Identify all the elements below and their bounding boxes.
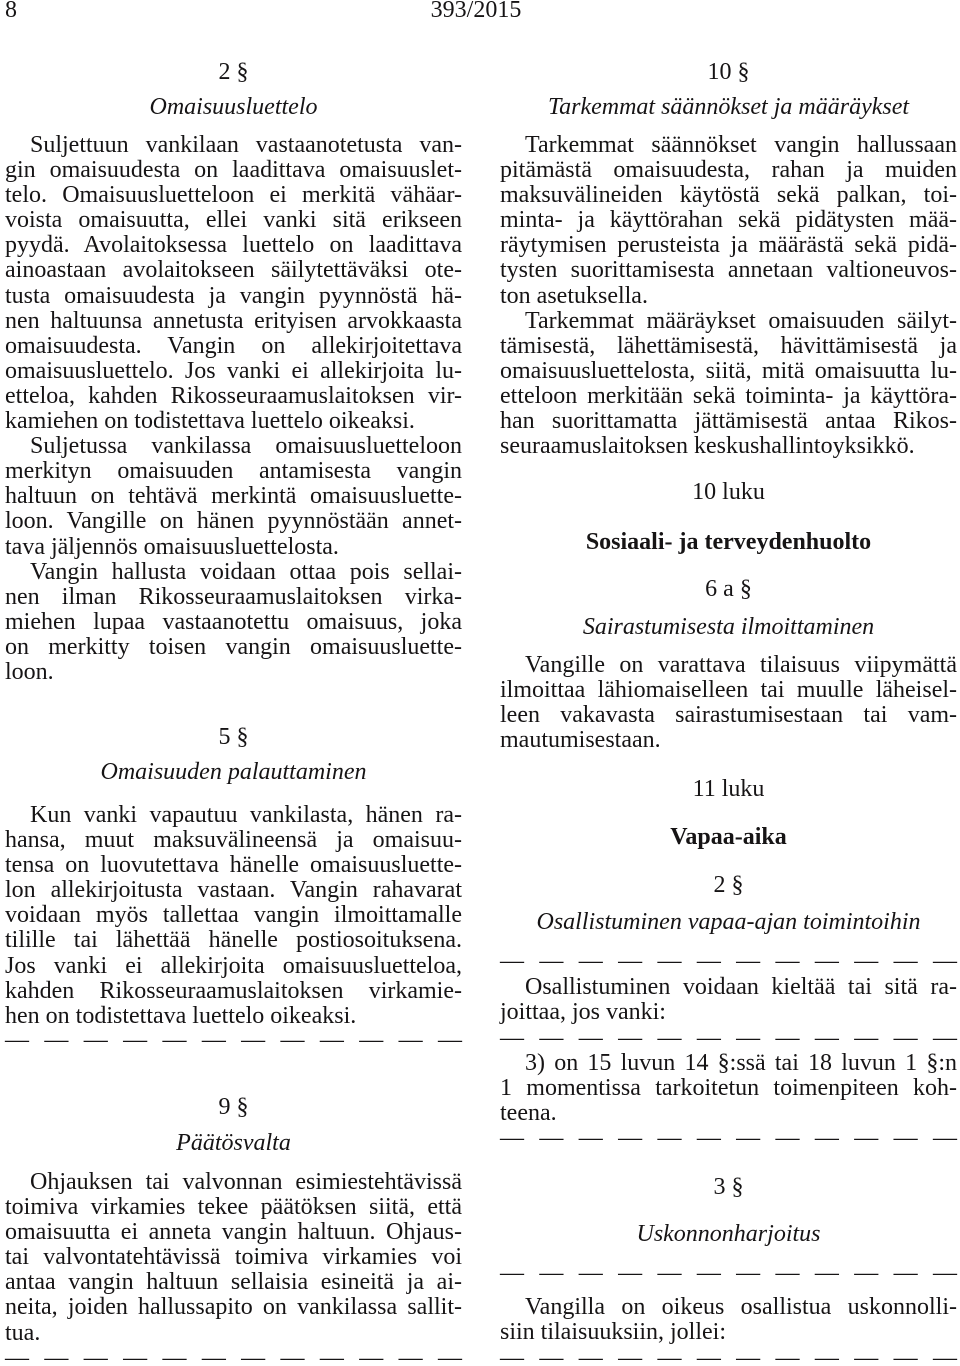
paragraph-line: ainoastaan avolaitokseen säilytettäväksi ote- xyxy=(5,257,462,284)
omission-marker: — — — — — — — — — — — — xyxy=(5,1027,462,1053)
section-title: Omaisuuden palauttaminen xyxy=(100,759,367,785)
section-body xyxy=(5,1170,462,1346)
chapter-number: 11 luku xyxy=(692,776,765,802)
paragraph-line: kahden Rikosseuraamuslaitoksen virkamie- xyxy=(5,977,462,1004)
paragraph-line: hansa, muut maksuvälineensä ja omaisuu- xyxy=(5,827,462,854)
paragraph-line: Suljettuun vankilaan vastaanotetusta van- xyxy=(30,132,462,158)
paragraph-line: gin omaisuudesta on laadittava omaisuuslet- xyxy=(5,157,462,184)
paragraph-line: seuraamuslaitoksen keskushallintoyksikkö. xyxy=(500,433,915,460)
paragraph-line: maksuvälineiden käytöstä sekä palkan, toi- xyxy=(500,182,957,209)
section-body xyxy=(500,975,957,1025)
paragraph-line: miehen lupaa vastaanotettu omaisuus, joka xyxy=(5,608,462,635)
right-column xyxy=(500,0,957,1366)
paragraph-line: etteloa, kahden Rikosseuraamuslaitoksen vir- xyxy=(5,382,462,409)
paragraph-line: Suljetussa vankilassa omaisuusluetteloon xyxy=(30,433,462,460)
section-title: Uskonnonharjoitus xyxy=(636,1221,821,1247)
document-number: 393/2015 xyxy=(430,0,522,23)
left-column xyxy=(5,0,462,1366)
paragraph-line: loon. xyxy=(5,658,54,685)
paragraph-line: nen haltuunsa annetusta erityisen arvokkaasta xyxy=(5,307,462,334)
paragraph-line: etteloon merkitään sekä toiminta- ja käyttöra- xyxy=(500,382,957,409)
paragraph-line: Kun vanki vapautuu vankilasta, hänen ra- xyxy=(30,802,462,828)
paragraph xyxy=(5,133,462,434)
paragraph-line: omaisuusluettelosta, siitä, mitä omaisuutta lu- xyxy=(500,357,957,384)
paragraph-line: siin tilaisuuksiin, jollei: xyxy=(500,1319,727,1346)
page-number: 8 xyxy=(5,0,17,23)
paragraph-line: telo. Omaisuusluetteloon ei merkitä vähäar- xyxy=(5,182,462,209)
paragraph xyxy=(5,560,462,685)
section-title: Sairastumisesta ilmoittaminen xyxy=(582,614,875,640)
paragraph-line: Vangilla on oikeus osallistua uskonnolli- xyxy=(525,1294,957,1320)
paragraph-line: tensa on luovutettava hänelle omaisuusluette- xyxy=(5,852,462,879)
paragraph-line: on merkitty toisen vangin omaisuusluette- xyxy=(5,633,462,660)
paragraph-line: 3) on 15 luvun 14 §:ssä tai 18 luvun 1 §:n xyxy=(525,1050,957,1076)
paragraph xyxy=(500,1051,957,1126)
paragraph-line: omaisuutta ei anneta vangin haltuun. Ohjaus- xyxy=(5,1219,462,1246)
section-number: 10 § xyxy=(707,59,750,85)
omission-marker: — — — — — — — — — — — — xyxy=(500,1260,957,1286)
paragraph xyxy=(5,803,462,1029)
paragraph-line: Ohjauksen tai valvonnan esimiestehtävissä xyxy=(30,1169,462,1195)
paragraph-line: merkityn omaisuuden antamisesta vangin xyxy=(5,458,462,485)
paragraph xyxy=(500,309,957,460)
paragraph-line: kamiehen on todistettava luettelo oikeaksi. xyxy=(5,408,415,435)
paragraph-line: Osallistuminen voidaan kieltää tai sitä ra- xyxy=(525,974,957,1000)
paragraph-line: omaisuusluettelo. Jos vanki ei allekirjoita lu- xyxy=(5,357,462,384)
paragraph-line: tua. xyxy=(5,1319,41,1346)
paragraph xyxy=(500,653,957,753)
paragraph-line: mautumisestaan. xyxy=(500,727,661,754)
section-body xyxy=(500,1295,957,1345)
paragraph-line: minta- ja käyttörahan sekä pidätysten mää- xyxy=(500,207,957,234)
section-title: Omaisuusluettelo xyxy=(149,94,318,120)
paragraph xyxy=(5,1170,462,1346)
paragraph-line: ton asetuksella. xyxy=(500,282,648,309)
section-title: Päätösvalta xyxy=(176,1130,291,1156)
paragraph-line: nen ilman Rikosseuraamuslaitoksen virka- xyxy=(5,583,462,610)
paragraph-line: omaisuudesta. Vangin on allekirjoitettava xyxy=(5,332,462,359)
paragraph-line: joittaa, jos vanki: xyxy=(500,999,666,1026)
omission-marker: — — — — — — — — — — — — xyxy=(500,948,957,974)
paragraph-line: Vangin hallusta voidaan ottaa pois sellai- xyxy=(30,558,462,585)
paragraph-line: tysten suorittamisesta annetaan valtioneuvos- xyxy=(500,257,957,284)
section-body xyxy=(500,653,957,753)
section-body xyxy=(5,803,462,1029)
chapter-title: Sosiaali- ja terveydenhuolto xyxy=(585,529,872,555)
paragraph-line: tusta omaisuudesta ja vangin pyynnöstä hä- xyxy=(5,282,462,309)
section-number: 3 § xyxy=(713,1174,744,1200)
paragraph-line: Jos vanki ei allekirjoita omaisuusluetteloa, xyxy=(5,952,462,979)
section-number: 9 § xyxy=(218,1094,249,1120)
paragraph-line: 1 momentissa tarkoitetun toimenpiteen koh- xyxy=(500,1075,957,1102)
section-body xyxy=(500,1051,957,1126)
paragraph xyxy=(500,133,957,309)
section-number: 6 a § xyxy=(705,576,752,602)
omission-marker: — — — — — — — — — — — — xyxy=(500,1345,957,1366)
paragraph-line: leen vakavasta sairastumisestaan tai vam- xyxy=(500,702,957,729)
paragraph-line: toimiva virkamies tekee päätöksen siitä, että xyxy=(5,1194,462,1221)
paragraph-line: hen on todistettava luettelo oikeaksi. xyxy=(5,1002,357,1029)
section-number: 2 § xyxy=(713,872,744,898)
paragraph-line: lon allekirjoitusta vastaan. Vangin rahavarat xyxy=(5,877,462,904)
chapter-title: Vapaa-aika xyxy=(670,824,787,850)
paragraph-line: antaa vangin haltuun sellaisia esineitä ja ai- xyxy=(5,1269,462,1296)
paragraph-line: Tarkemmat säännökset vangin hallussaan xyxy=(525,132,957,158)
paragraph-line: loon. Vangille on hänen pyynnöstään annet- xyxy=(5,508,462,535)
chapter-number: 10 luku xyxy=(692,479,765,505)
paragraph-line: tämisestä, lähettämisestä, hävittämisestä ja xyxy=(500,332,957,359)
paragraph-line: tai valvontatehtävissä toimiva virkamies voi xyxy=(5,1244,462,1271)
paragraph xyxy=(5,434,462,559)
paragraph-line: pyydä. Avolaitoksessa luettelo on laadittava xyxy=(5,232,462,259)
paragraph-line: tilille tai lähettää hänelle postiosoituksena. xyxy=(5,927,462,954)
paragraph-line: teena. xyxy=(500,1100,557,1127)
paragraph-line: voista omaisuutta, ellei vanki sitä erikseen xyxy=(5,207,462,234)
paragraph-line: Tarkemmat määräykset omaisuuden säilyt- xyxy=(525,307,957,334)
paragraph-line: haltuun on tehtävä merkintä omaisuusluette- xyxy=(5,483,462,510)
section-body xyxy=(5,133,462,685)
paragraph-line: räytymisen perusteista ja määrästä sekä pidä- xyxy=(500,232,957,259)
section-title: Tarkemmat säännökset ja määräykset xyxy=(547,94,910,120)
omission-marker: — — — — — — — — — — — — xyxy=(5,1345,462,1366)
paragraph xyxy=(500,1295,957,1345)
paragraph xyxy=(500,975,957,1025)
paragraph-line: tava jäljennös omaisuusluettelosta. xyxy=(5,533,339,560)
section-number: 5 § xyxy=(218,724,249,750)
paragraph-line: Vangille on varattava tilaisuus viipymättä xyxy=(525,652,957,678)
paragraph-line: ilmoittaa lähiomaiselleen tai muulle läheisel- xyxy=(500,677,957,704)
section-body xyxy=(500,133,957,459)
paragraph-line: neita, joiden hallussapito on vankilassa sallit- xyxy=(5,1294,462,1321)
paragraph-line: han suorittamatta jättämisestä antaa Rikos- xyxy=(500,408,957,435)
section-number: 2 § xyxy=(218,59,249,85)
paragraph-line: voidaan myös tallettaa vangin ilmoittamalle xyxy=(5,902,462,929)
paragraph-line: pitämästä omaisuudesta, rahan ja muiden xyxy=(500,157,957,184)
omission-marker: — — — — — — — — — — — — xyxy=(500,1025,957,1051)
section-title: Osallistuminen vapaa-ajan toimintoihin xyxy=(536,909,921,935)
omission-marker: — — — — — — — — — — — — xyxy=(500,1125,957,1151)
